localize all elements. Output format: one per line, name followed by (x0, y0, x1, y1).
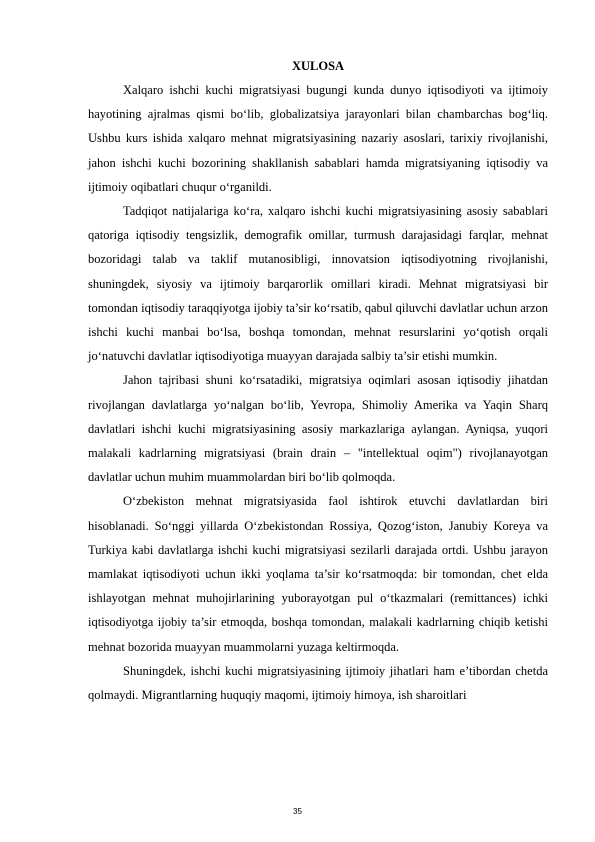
paragraph-1: Xalqaro ishchi kuchi migratsiyasi bugungi kunda dunyo iqtisodiyoti va ijtimoiy hayotining ajralmas qismi bo‘lib, globalizatsiya jarayonlari bilan chambarchas bog‘liq. Ushbu kurs ishida xalqaro mehnat migratsiyasining nazariy asoslari, tarixiy rivojlanishi, jahon ishchi kuchi bozorining shakllanish sabablari hamda migratsiyaning iqtisodiy va ijtimoiy oqibatlari chuqur o‘rganildi. (88, 83, 548, 194)
paragraph-4: O‘zbekiston mehnat migratsiyasida faol ishtirok etuvchi davlatlardan biri hisoblanadi. So‘nggi yillarda O‘zbekistondan Rossiya, Qozog‘iston, Janubiy Koreya va Turkiya kabi davlatlarga ishchi kuchi migratsiyasi sezilarli darajada ortdi. Ushbu jarayon mamlakat iqtisodiyoti uchun ikki yoqlama ta’sir ko‘rsatmoqda: bir tomondan, chet elda ishlayotgan mehnat muhojirlarining yuborayotgan pul o‘tkazmalari (remittances) ichki iqtisodiyotga ijobiy ta’sir etmoqda, boshqa tomondan, malakali kadrlarning chiqib ketishi mehnat bozorida muayyan muammolarni yuzaga keltirmoqda. (88, 494, 548, 654)
paragraph-2: Tadqiqot natijalariga ko‘ra, xalqaro ishchi kuchi migratsiyasining asosiy sabablari qatoriga iqtisodiy tengsizlik, demografik omillar, turmush darajasidagi farqlar, mehnat bozoridagi talab va taklif mutanosibligi, innovatsion iqtisodiyotning rivojlanishi, shuningdek, siyosiy va ijtimoiy barqarorlik omillari kiradi. Mehnat migratsiyasi bir tomondan iqtisodiy taraqqiyotga ijobiy ta’sir ko‘rsatib, qabul qiluvchi davlatlar uchun arzon ishchi kuchi manbai bo‘lsa, boshqa tomondan, mehnat resurslarini yo‘qotish orqali jo‘natuvchi davlatlar iqtisodiyotiga muayyan darajada salbiy ta’sir etishi mumkin. (88, 204, 548, 364)
page-number: 35 (293, 807, 302, 816)
section-heading: XULOSA (291, 59, 345, 73)
paragraph-3: Jahon tajribasi shuni ko‘rsatadiki, migratsiya oqimlari asosan iqtisodiy jihatdan rivojlangan davlatlarga yo‘nalgan bo‘lib, Yevropa, Shimoliy Amerika va Yaqin Sharq davlatlari ishchi kuchi migratsiyasining asosiy markazlariga aylangan. Ayniqsa, yuqori malakali kadrlarning migratsiyasi (brain drain – "intellektual oqim") rivojlanayotgan davlatlar uchun muhim muammolardan biri bo‘lib qolmoqda. (88, 373, 548, 485)
document-body (88, 54, 548, 707)
paragraph-5: Shuningdek, ishchi kuchi migratsiyasining ijtimoiy jihatlari ham e’tibordan chetda qolmaydi. Migrantlarning huquqiy maqomi, ijtimoiy himoya, ish sharoitlari (88, 663, 548, 703)
